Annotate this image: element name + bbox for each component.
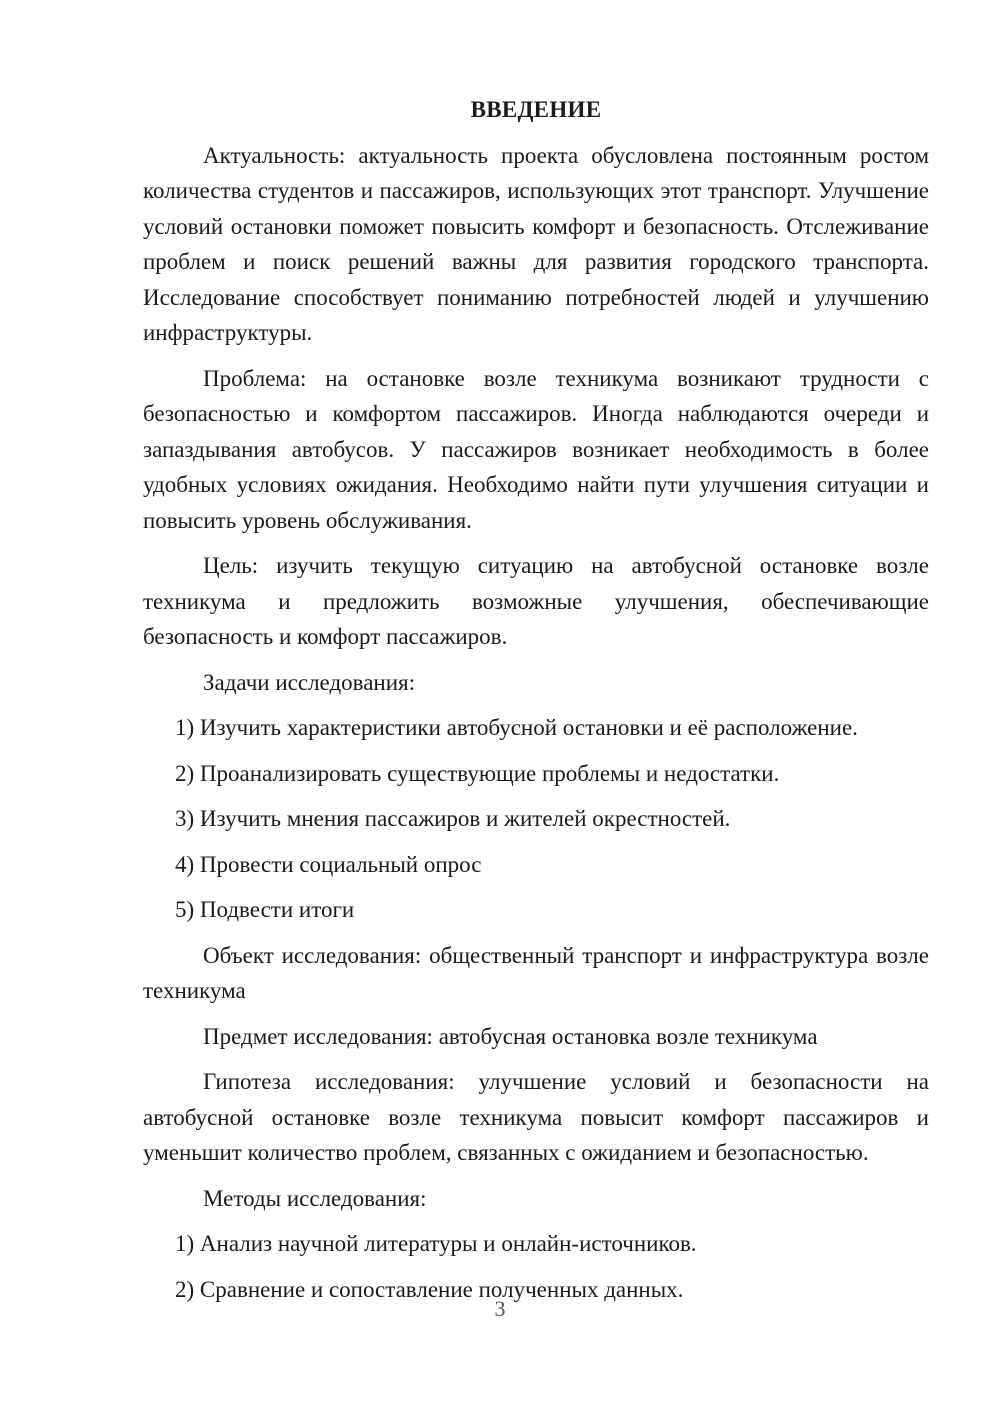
list-item: 2) Сравнение и сопоставление полученных данных. [175, 1276, 684, 1302]
page-title: ВВЕДЕНИЕ [470, 97, 602, 122]
hypothesis-paragraph: Гипотеза исследования: улучшение условий и безопасности на автобусной остановке возле техникума повысит комфорт пассажиров и уменьшит количество проблем, связанных с ожиданием и безопасностью. [143, 1069, 929, 1165]
methods-title: Методы исследования: [203, 1185, 427, 1211]
page-content [143, 92, 929, 1317]
methods-list [143, 1226, 929, 1307]
goal-paragraph: Цель: изучить текущую ситуацию на автобусной остановке возле техникума и предложить возможные улучшения, обеспечивающие безопасность и комфорт пассажиров. [143, 553, 929, 649]
object-paragraph: Объект исследования: общественный транспорт и инфраструктура возле техникума [143, 942, 929, 1003]
list-item: 4) Провести социальный опрос [175, 851, 482, 877]
list-item: 3) Изучить мнения пассажиров и жителей окрестностей. [175, 806, 731, 831]
list-item: 1) Изучить характеристики автобусной остановки и её расположение. [175, 715, 858, 740]
problem-paragraph: Проблема: на остановке возле техникума возникают трудности с безопасностью и комфортом пассажиров. Иногда наблюдаются очереди и запаздывания автобусов. У пассажиров возникает необходимость в более удобных условиях ожидания. Необходимо найти пути улучшения ситуации и повысить уровень обслуживания. [143, 365, 929, 533]
list-item: 1) Анализ научной литературы и онлайн-источников. [175, 1231, 697, 1256]
tasks-title: Задачи исследования: [203, 669, 416, 695]
list-item: 5) Подвести итоги [175, 897, 355, 922]
tasks-list [143, 710, 929, 928]
relevance-paragraph: Актуальность: актуальность проекта обусловлена постоянным ростом количества студентов и пассажиров, использующих этот транспорт. Улучшение условий остановки поможет повысить комфорт и безопасность. Отслеживание проблем и поиск решений важны для развития городского транспорта. Исследование способствует пониманию потребностей людей и улучшению инфраструктуры. [143, 142, 929, 345]
list-item: 2) Проанализировать существующие проблемы и недостатки. [175, 760, 780, 786]
page-number: 3 [494, 1296, 506, 1321]
subject-paragraph: Предмет исследования: автобусная остановка возле техникума [203, 1023, 818, 1049]
